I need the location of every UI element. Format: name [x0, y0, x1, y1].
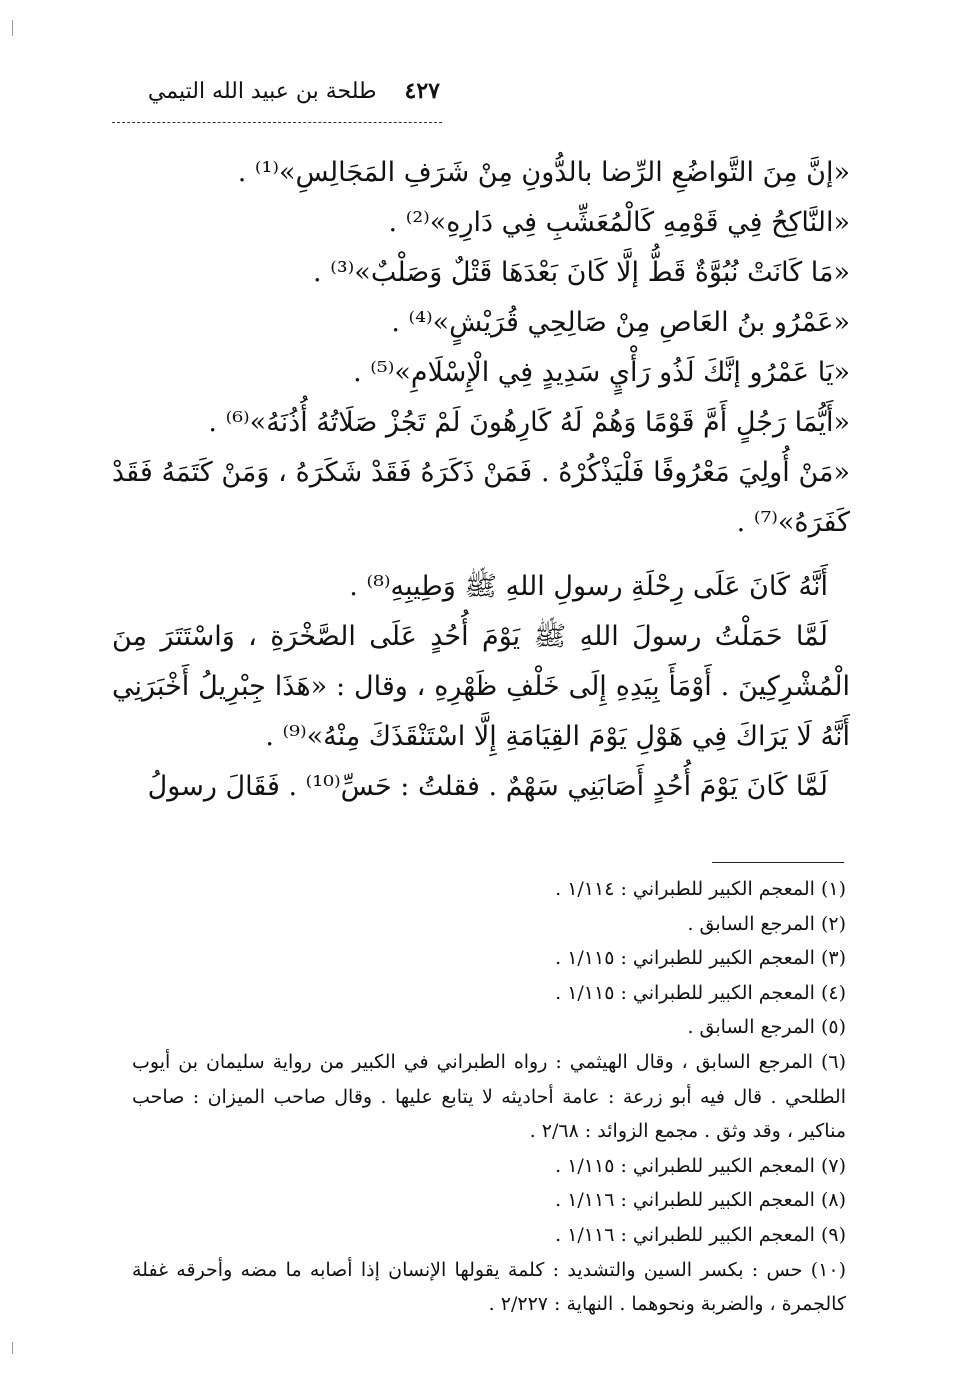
- hadith-line-3: «مَا كَانَتْ نُبُوَّةٌ قَطُّ إلَّا كَانَ بَعْدَهَا قَتْلٌ وَصَلْبٌ»⁽³⁾ .: [313, 257, 850, 288]
- main-text: [112, 148, 850, 812]
- footnote-7: (٧) المعجم الكبير للطبراني : ١/١١٥ .: [555, 1154, 846, 1177]
- footnotes: [132, 872, 846, 1322]
- running-header: [110, 78, 440, 118]
- running-title: طلحة بن عبيد الله التيمي: [147, 79, 377, 104]
- footnote-4: (٤) المعجم الكبير للطبراني : ١/١١٥ .: [555, 981, 846, 1004]
- narration-paragraph-2: لَمَّا حَمَلْتُ رسولَ اللهِ ﷺ يَوْمَ أُحُدٍ عَلَى الصَّخْرَةِ ، وَاسْتَتَرَ مِنَ الْمُشْرِكِينَ . أَوْمَأَ بِيَدِهِ إِلَى خَلْفِ ظَهْرِهِ ، وقال : «هَذَا جِبْرِيلُ أَخْبَرَنِي أَنَّهُ لَا يَرَاكَ فِي هَوْلِ يَوْمَ القِيَامَةِ إِلَّا اسْتَنْقَذَكَ مِنْهُ»⁽⁹⁾ .: [112, 621, 850, 752]
- footnote-8: (٨) المعجم الكبير للطبراني : ١/١١٦ .: [555, 1189, 846, 1212]
- narration-paragraph-1: أَنَّهُ كَانَ عَلَى رِحْلَةِ رسولِ اللهِ ﷺ وَطِيبِهِ⁽⁸⁾ .: [349, 571, 828, 602]
- footnote-5: (٥) المرجع السابق .: [687, 1016, 846, 1039]
- scan-edge-mark-top: [12, 20, 13, 36]
- footnote-3: (٣) المعجم الكبير للطبراني : ١/١١٥ .: [555, 947, 846, 970]
- footnote-1: (١) المعجم الكبير للطبراني : ١/١١٤ .: [555, 878, 846, 900]
- hadith-line-7: «مَنْ أُولِيَ مَعْرُوفًا فَلْيَذْكُرْهُ . فَمَنْ ذَكَرَهُ فَقَدْ شَكَرَهُ ، وَمَنْ كَتَمَهُ فَقَدْ كَفَرَهُ»⁽⁷⁾ .: [112, 457, 850, 538]
- hadith-line-4: «عَمْرُو بنُ العَاصِ مِنْ صَالِحِي قُرَيْشٍ»⁽⁴⁾ .: [391, 307, 850, 338]
- page-number: ٤٢٧: [404, 78, 440, 104]
- footnote-6: (٦) المرجع السابق ، وقال الهيثمي : رواه الطبراني في الكبير من رواية سليمان بن أيوب الطلحي . قال فيه أبو زرعة : عامة أحاديثه لا يتابع عليها . وقال صاحب الميزان : صاحب مناكير ، وقد وثق . مجمع الزوائد : ٢/٦٨ .: [132, 1050, 846, 1143]
- footnote-10: (١٠) حس : بكسر السين والتشديد : كلمة يقولها الإنسان إذا أصابه ما مضه وأحرقه غفلة كالجمرة ، والضربة ونحوهما . النهاية : ٢/٢٢٧ .: [132, 1258, 846, 1316]
- hadith-line-1: «إنَّ مِنَ التَّواضُعِ الرِّضا بالدُّونِ مِنْ شَرَفِ المَجَالِسِ»⁽¹⁾ .: [237, 157, 850, 188]
- hadith-line-2: «النَّاكِحُ فِي قَوْمِهِ كَالْمُعَشِّبِ فِي دَارِهِ»⁽²⁾ .: [388, 207, 850, 238]
- scan-edge-mark-bottom: [12, 1342, 13, 1354]
- footnote-2: (٢) المرجع السابق .: [687, 912, 846, 935]
- hadith-line-6: «أَيُّمَا رَجُلٍ أَمَّ قَوْمًا وَهُمْ لَهُ كَارِهُونَ لَمْ تَجُزْ صَلَاتُهُ أُذُنَهُ»⁽⁶⁾ .: [208, 407, 850, 438]
- hadith-line-5: «يَا عَمْرُو إنَّكَ لَذُو رَأْيٍ سَدِيدٍ فِي الْإِسْلَامِ»⁽⁵⁾ .: [353, 357, 850, 388]
- footnote-9: (٩) المعجم الكبير للطبراني : ١/١١٦ .: [555, 1223, 846, 1246]
- narration-paragraph-3: لَمَّا كَانَ يَوْمَ أُحُدٍ أَصَابَنِي سَهْمٌ . فقلتُ : حَسِّ⁽¹⁰⁾ . فَقَالَ رسولُ: [147, 771, 828, 802]
- header-rule: [112, 122, 442, 123]
- footnote-rule: [712, 862, 844, 863]
